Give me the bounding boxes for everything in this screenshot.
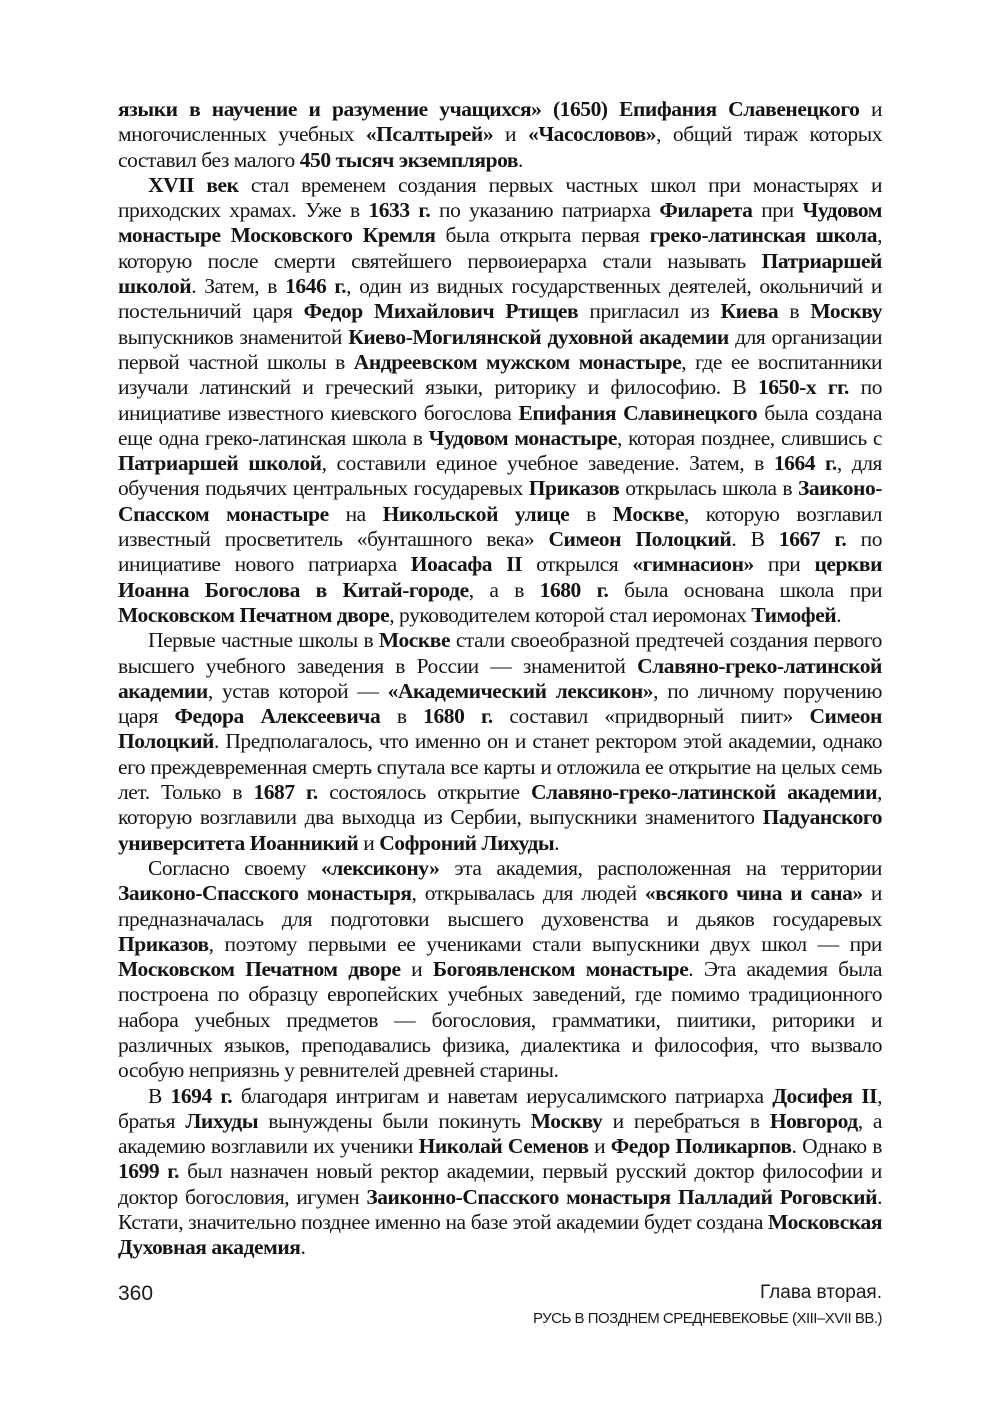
bold-text: Приказов (118, 931, 209, 956)
bold-text: Николай Семенов (418, 1134, 589, 1159)
bold-text: «всякого чина и сана» (644, 881, 863, 906)
bold-text: церкви Иоанна Богослова в Китай-городе (118, 552, 883, 602)
text-run: и (358, 830, 380, 855)
bold-text: Софроний Лихуды (379, 830, 555, 855)
bold-text: 1687 г. (253, 780, 318, 805)
bold-text: Падуанского университета Иоанникий (118, 805, 882, 855)
bold-text: Заиконно-Спасского монастыря Палладий Роговский (366, 1184, 878, 1209)
text-run: , которую возглавил известный просветитель «бунташного века» (118, 501, 883, 552)
text-run: для организации первой частной школы в (118, 324, 883, 374)
bold-text: 1680 г. (539, 577, 609, 602)
bold-text: Московском Печатном дворе (118, 602, 390, 627)
text-run: . Затем, в (191, 274, 286, 299)
bold-text: 1667 г. (778, 527, 847, 552)
bold-text: «Псалтырей» (365, 122, 494, 147)
paragraph (118, 173, 882, 628)
text-run: в (778, 299, 811, 324)
bold-text: Московском Печатном дворе (118, 957, 401, 982)
text-run: . Эта академия была построена по образцу европейских учебных заведений, где помимо традиционного набора учебных предметов — богословия, грамматики, пиитики, риторики и различных языков, преподавались физика, диалектика и философия, что вызвало особую неприязнь у ревнителей древней старины. (118, 957, 883, 1083)
bold-text: 1699 г. (118, 1159, 180, 1184)
bold-text: 1646 г. (285, 274, 347, 299)
text-run: и (493, 122, 529, 147)
chapter-subtitle: РУСЬ В ПОЗДНЕМ СРЕДНЕВЕКОВЬЕ (XIII–XVII ВВ.) (532, 1310, 882, 1327)
text-run: , по личному поручению царя (118, 678, 882, 729)
bold-text: Иоасафа II (410, 552, 522, 577)
text-run: по инициативе нового патриарха (118, 527, 882, 577)
bold-text: Киево-Могилянской духовной академии (348, 324, 729, 349)
bold-text: Патриаршей школой (118, 248, 882, 299)
text-run: , а в (468, 577, 540, 602)
page-footer (118, 1280, 882, 1340)
bold-text: Москву (810, 299, 882, 324)
text-run: выпускников знаменитой (118, 324, 349, 349)
bold-text: 1680 г. (423, 704, 493, 729)
bold-text: Тимофей (751, 602, 837, 627)
text-run: стали своеобразной предтечей создания первого высшего учебного заведения в России — знаменитой (118, 628, 882, 678)
text-run: и (588, 1134, 611, 1159)
bold-text: Патриаршей школой (118, 451, 322, 476)
text-run: эта академия, расположенная на территории (439, 855, 882, 880)
text-run: открылась школа в (619, 476, 798, 501)
text-run: на (328, 501, 383, 526)
text-run: открылся (521, 552, 633, 577)
bold-text: Москву (530, 1108, 603, 1133)
text-run: и многочисленных учебных (118, 97, 882, 147)
bold-text: Славяно-греко-латинской академии (118, 653, 882, 703)
text-run: была основана школа при (608, 577, 882, 602)
text-run: , руководителем которой стал иеромонах (389, 602, 752, 627)
bold-text: 1664 г. (773, 451, 837, 476)
paragraph (118, 628, 882, 856)
bold-text: Новгород (769, 1108, 858, 1133)
bold-text: Московская Духовная академия (118, 1210, 882, 1260)
text-run: благодаря интригам и наветам иерусалимского патриарха (232, 1083, 773, 1108)
text-run: и (400, 957, 433, 982)
text-run: , которую возглавили два выходца из Сербии, выпускники знаменитого (118, 780, 882, 830)
text-run: вынуждены были покинуть (258, 1108, 531, 1133)
chapter-title: Глава вторая. (759, 1282, 882, 1303)
text-run: , для обучения подьячих центральных государевых (118, 451, 882, 501)
text-run: . (836, 602, 842, 627)
bold-text: Чудовом монастыре Московского Кремля (118, 198, 883, 248)
text-run: в (569, 501, 613, 526)
text-run: , которая позднее, слившись с (617, 425, 882, 450)
bold-text: Приказов (528, 476, 620, 501)
bold-text: Федора Алексеевича (174, 704, 381, 729)
text-run: и перебраться в (602, 1108, 770, 1133)
bold-text: Досифея II (772, 1083, 878, 1108)
body-text (118, 97, 882, 1261)
bold-text: Москве (378, 628, 451, 653)
text-run: . (518, 147, 523, 172)
text-run: В (148, 1083, 171, 1108)
text-run: и предназначалась для подготовки высшего духовенства и дьяков государевых (118, 881, 882, 931)
text-run: , составили единое учебное заведение. Затем, в (321, 451, 774, 476)
bold-text: «Часословов» (528, 122, 657, 147)
bold-text: Андреевском мужском монастыре (353, 349, 682, 374)
bold-text: «Академический лексикон» (387, 678, 654, 703)
text-run: в (380, 704, 424, 729)
text-run: . (300, 1235, 306, 1260)
text-run: был назначен новый ректор академии, первый русский доктор философии и доктор богословия, игумен (118, 1159, 882, 1209)
text-run: . Кстати, значительно позднее именно на базе этой академии будет создана (118, 1184, 882, 1235)
bold-text: 1650-х гг. (757, 375, 849, 400)
bold-text: Чудовом монастыре (428, 425, 617, 450)
text-run: стал временем создания первых частных школ при монастырях и приходских храмах. Уже в (118, 172, 882, 223)
text-run: , один из видных государственных деятелей, окольничий и постельничий царя (118, 274, 882, 324)
text-run: . Однако в (791, 1134, 883, 1159)
text-run: . (554, 830, 560, 855)
bold-text: Заиконо-Спасского монастыря (118, 881, 412, 906)
bold-text: «лексикону» (320, 855, 440, 880)
text-run: была создана еще одна греко-латинская школа в (118, 400, 883, 450)
bold-text: Симеон Полоцкий (548, 527, 732, 552)
bold-text: «гимнасион» (632, 552, 754, 577)
text-run: Согласно своему (148, 855, 321, 880)
text-run: , а академию возглавили их ученики (118, 1108, 882, 1159)
bold-text: XVII век (148, 172, 239, 197)
bold-text: Епифания Славинецкого (518, 400, 758, 425)
bold-text: Славяно-греко-латинской академии (530, 780, 878, 805)
text-run: . Предполагалось, что именно он и станет ректором этой академии, однако его преждевременная смерть спутала все карты и отложила ее открытие на целых семь лет. Только в (118, 729, 882, 805)
bold-text: Заиконо-Спасском монастыре (118, 476, 883, 526)
text-run: , общий тираж которых составил без малого (118, 122, 883, 172)
page-number: 360 (118, 1282, 154, 1305)
text-run: по указанию патриарха (430, 198, 660, 223)
text-run: при (752, 198, 803, 223)
paragraph (118, 856, 882, 1084)
text-run: , братья (118, 1083, 882, 1133)
bold-text: языки в научение и разумение учащихся» (1650) Епифания Славенецкого (118, 97, 860, 121)
text-run: была открыта первая (435, 223, 650, 248)
bold-text: 1694 г. (170, 1083, 233, 1108)
bold-text: греко-латинская школа (649, 223, 878, 248)
bold-text: Федор Поликарпов (610, 1134, 792, 1159)
text-run: пригласил из (578, 299, 721, 324)
paragraph (118, 97, 882, 173)
bold-text: Никольской улице (382, 501, 570, 526)
text-run: при (753, 552, 815, 577)
text-run: состоялось открытие (317, 780, 531, 805)
bold-text: Богоявленском монастыре (432, 957, 689, 982)
text-run: . В (731, 527, 779, 552)
text-run: , которую после смерти святейшего первоиерарха стали называть (118, 223, 882, 273)
text-run: Первые частные школы в (148, 628, 379, 653)
text-run: составил «придворный пиит» (492, 704, 810, 729)
bold-text: Симеон Полоцкий (118, 704, 882, 754)
bold-text: 1633 г. (368, 198, 431, 223)
text-run: , поэтому первыми ее учениками стали выпускники двух школ — при (208, 931, 882, 956)
text-run: , открывалась для людей (411, 881, 645, 906)
text-run: , устав которой — (207, 678, 388, 703)
bold-text: Москве (612, 501, 684, 526)
text-run: по инициативе известного киевского богослова (118, 375, 883, 425)
paragraph (118, 1084, 882, 1261)
bold-text: 450 тысяч экземпляров (299, 147, 519, 172)
text-run: , где ее воспитанники изучали латинский и греческий языки, риторику и философию. В (118, 349, 882, 400)
bold-text: Лихуды (185, 1108, 259, 1133)
bold-text: Филарета (659, 198, 753, 223)
bold-text: Федор Михайлович Ртищев (303, 299, 579, 324)
bold-text: Киева (720, 299, 779, 324)
